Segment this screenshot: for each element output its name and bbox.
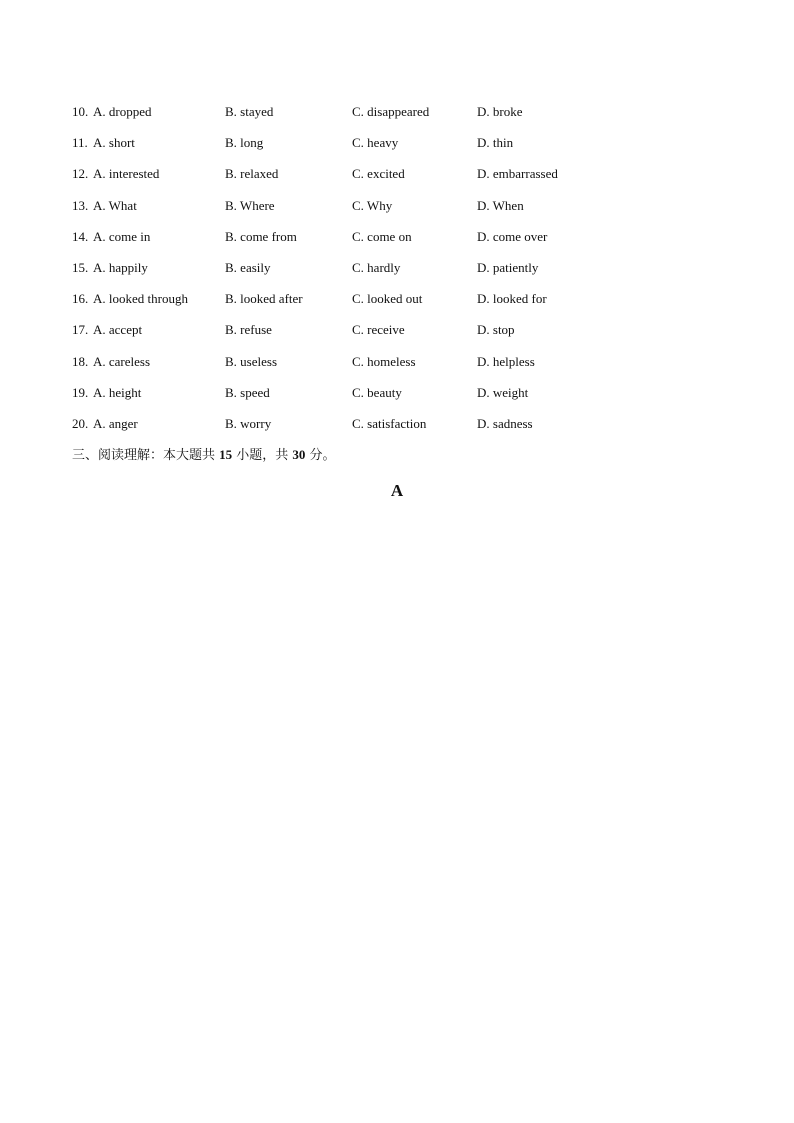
option-a: A. short (93, 135, 135, 151)
option-b: B. refuse (225, 322, 272, 338)
reading-comprehension-heading (72, 445, 336, 466)
option-b: B. come from (225, 228, 297, 244)
option-d: D. thin (477, 135, 514, 151)
cloze-options-list (72, 102, 722, 445)
question-row (72, 289, 722, 320)
heading-middle: 小题，共 (232, 448, 293, 463)
question-number: 15. (72, 259, 89, 275)
total-score: 30 (292, 447, 306, 462)
option-c: C. beauty (352, 384, 402, 400)
question-number: 12. (72, 166, 89, 182)
question-row (72, 383, 722, 414)
option-d: D. looked for (477, 291, 547, 307)
option-d: D. broke (477, 104, 523, 119)
option-b: B. stayed (225, 104, 274, 119)
question-number: 13. (72, 197, 89, 213)
question-row (72, 164, 722, 195)
option-c: C. hardly (352, 259, 401, 275)
question-number: 14. (72, 228, 89, 244)
option-a: A. height (93, 384, 142, 400)
option-d: D. When (477, 197, 524, 213)
option-d: D. patiently (477, 259, 539, 275)
question-number: 16. (72, 291, 89, 307)
option-a: A. come in (93, 228, 151, 244)
option-b: B. useless (225, 353, 277, 369)
option-d: D. sadness (477, 415, 533, 431)
option-c: C. disappeared (352, 104, 430, 119)
question-row (72, 258, 722, 289)
question-number: 17. (72, 322, 89, 338)
question-count: 15 (219, 447, 233, 462)
option-a: A. What (93, 197, 137, 213)
option-b: B. easily (225, 259, 271, 275)
passage-title: A (390, 481, 404, 500)
question-number: 11. (72, 135, 88, 151)
option-c: C. homeless (352, 353, 416, 369)
option-a: A. looked through (93, 291, 188, 307)
option-d: D. weight (477, 384, 529, 400)
option-c: C. come on (352, 228, 412, 244)
option-b: B. Where (225, 197, 275, 213)
heading-suffix: 分。 (305, 448, 336, 463)
option-c: C. Why (352, 197, 393, 213)
question-row (72, 196, 722, 227)
heading-prefix: 三、阅读理解：本大题共 (72, 448, 220, 463)
question-row (72, 320, 722, 351)
option-d: D. embarrassed (477, 166, 558, 182)
option-b: B. worry (225, 415, 272, 431)
option-d: D. helpless (477, 353, 535, 369)
question-row (72, 414, 722, 445)
question-row (72, 133, 722, 164)
option-b: B. speed (225, 384, 270, 400)
question-number: 20. (72, 415, 89, 431)
question-row (72, 102, 722, 133)
question-row (72, 352, 722, 383)
question-number: 19. (72, 384, 89, 400)
option-d: D. come over (477, 228, 548, 244)
option-c: C. heavy (352, 135, 399, 151)
question-number: 10. (72, 104, 89, 119)
option-c: C. excited (352, 166, 405, 182)
option-a: A. careless (93, 353, 151, 369)
option-a: A. anger (93, 415, 138, 431)
option-a: A. happily (93, 259, 148, 275)
question-row (72, 227, 722, 258)
option-b: B. relaxed (225, 166, 279, 182)
option-a: A. interested (93, 166, 160, 182)
option-a: A. dropped (93, 104, 152, 119)
option-c: C. satisfaction (352, 415, 427, 431)
option-c: C. looked out (352, 291, 423, 307)
option-a: A. accept (93, 322, 143, 338)
option-d: D. stop (477, 322, 515, 338)
option-c: C. receive (352, 322, 405, 338)
question-number: 18. (72, 353, 89, 369)
option-b: B. looked after (225, 291, 303, 307)
option-b: B. long (225, 135, 264, 151)
